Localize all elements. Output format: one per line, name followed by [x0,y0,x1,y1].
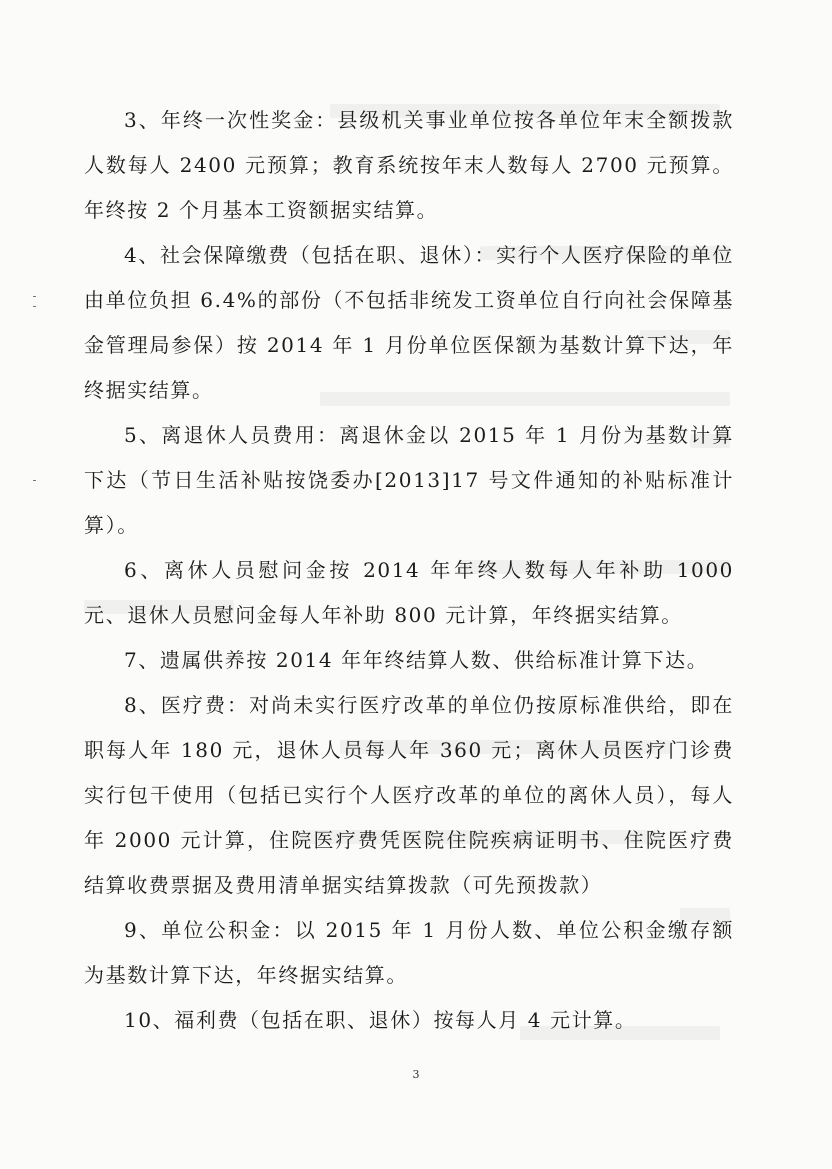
paragraph-survivor-support: 7、遗属供养按 2014 年年终结算人数、供给标准计算下达。 [124,648,709,672]
scan-edge-mark [33,480,36,481]
document-body [84,98,734,1043]
paragraph-housing-fund: 9、单位公积金：以 2015 年 1 月份人数、单位公积金缴存额为基数计算下达，年终据实结算。 [84,918,734,987]
paragraph-retiree-expenses: 5、离退休人员费用：离退休金以 2015 年 1 月份为基数计算下达（节日生活补贴按饶委办[2013]17 号文件通知的补贴标准计算）。 [84,423,734,537]
scan-edge-mark [33,306,36,307]
paragraph-medical-expenses: 8、医疗费：对尚未实行医疗改革的单位仍按原标准供给，即在职每人年 180 元，退休人员每人年 360 元；离休人员医疗门诊费实行包干使用（包括已实行个人医疗改革的单位的离休人员），每人年 2000 元计算，住院医疗费凭医院住院疾病证明书、住院医疗费结算收费票据及费用清单据实结算拨款（可先预拨款） [84,693,734,897]
paragraph-social-security: 4、社会保障缴费（包括在职、退休）：实行个人医疗保险的单位由单位负担 6.4%的部份（不包括非统发工资单位自行向社会保障基金管理局参保）按 2014 年 1 月份单位医保额为基数计算下达，年终据实结算。 [84,243,734,402]
paragraph-condolence-payments: 6、离休人员慰问金按 2014 年年终人数每人年补助 1000 元、退休人员慰问金每人年补助 800 元计算，年终据实结算。 [84,558,734,627]
paragraph-year-end-bonus: 3、年终一次性奖金：县级机关事业单位按各单位年末全额拨款人数每人 2400 元预算；教育系统按年末人数每人 2700 元预算。年终按 2 个月基本工资额据实结算。 [84,108,734,222]
page-number: 3 [412,1068,420,1081]
paragraph-welfare-fee: 10、福利费（包括在职、退休）按每人月 4 元计算。 [124,1008,637,1032]
scan-edge-mark [33,296,36,297]
